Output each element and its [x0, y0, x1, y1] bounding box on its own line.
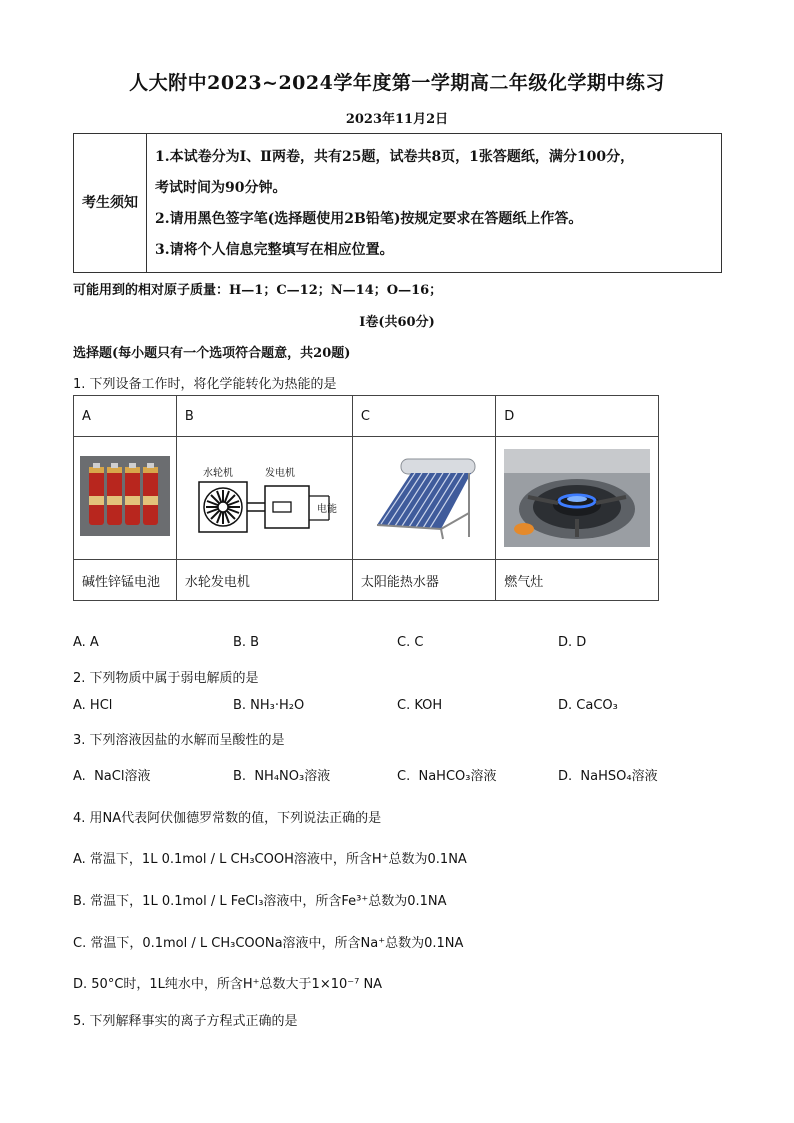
- option-header-d: D: [496, 396, 659, 437]
- q3-option-b[interactable]: [233, 765, 330, 784]
- notice-body: [147, 134, 722, 273]
- solar-heater-image: [352, 437, 495, 560]
- question-3-stem: 3. 下列溶液因盐的水解而呈酸性的是: [73, 733, 285, 748]
- q2-option-b[interactable]: B. NH₃·H₂O: [233, 698, 305, 713]
- q3-option-d[interactable]: [558, 765, 658, 784]
- notice-line: 3.请将个人信息完整填写在相应位置。: [155, 242, 394, 258]
- turbine-label: 水轮机: [203, 468, 234, 479]
- q3-option-c[interactable]: [397, 765, 497, 784]
- notice-line: 考试时间为90分钟。: [155, 180, 287, 196]
- option-name-a: 碱性锌锰电池: [74, 560, 177, 601]
- q1-option-c[interactable]: C. C: [397, 635, 424, 650]
- option-name-b: 水轮发电机: [176, 560, 352, 601]
- option-letter: C.: [397, 769, 411, 784]
- option-name-c: 太阳能热水器: [352, 560, 495, 601]
- formula: NaHCO₃: [418, 769, 471, 784]
- notice-line: 1.本试卷分为Ⅰ、Ⅱ两卷，共有25题，试卷共8页，1张答题纸，满分100分，: [155, 149, 635, 165]
- option-suffix: 溶液: [304, 769, 331, 784]
- exam-date: 2023年11月2日: [345, 112, 449, 127]
- question-1-table: [73, 395, 659, 601]
- generator-label: 发电机: [265, 468, 296, 479]
- q4-option-d[interactable]: D. 50°C时，1L纯水中，所含H⁺总数大于1×10⁻⁷ NA: [73, 977, 383, 992]
- option-header-c: C: [352, 396, 495, 437]
- question-2-stem: 2. 下列物质中属于弱电解质的是: [73, 671, 259, 686]
- section-description: 选择题(每小题只有一个选项符合题意，共20题): [73, 346, 351, 361]
- q2-option-a[interactable]: A. HCl: [73, 698, 113, 713]
- q4-option-c[interactable]: C. 常温下，0.1mol / L CH₃COONa溶液中，所含Na⁺总数为0.1NA: [73, 936, 464, 951]
- q4-option-b[interactable]: B. 常温下，1L 0.1mol / L FeCl₃溶液中，所含Fe³⁺总数为0.1NA: [73, 894, 447, 909]
- battery-image: [74, 437, 177, 560]
- q2-option-d[interactable]: D. CaCO₃: [558, 698, 618, 713]
- option-suffix: 溶液: [124, 769, 151, 784]
- notice-line: 2.请用黑色签字笔(选择题使用2B铅笔)按规定要求在答题纸上作答。: [155, 211, 583, 227]
- section-title: Ⅰ卷(共60分): [359, 315, 435, 330]
- question-1-stem: 1. 下列设备工作时，将化学能转化为热能的是: [73, 377, 337, 392]
- q1-option-d[interactable]: D. D: [558, 635, 587, 650]
- q4-option-a[interactable]: A. 常温下，1L 0.1mol / L CH₃COOH溶液中，所含H⁺总数为0.1NA: [73, 852, 467, 867]
- question-4-stem: 4. 用NA代表阿伏伽德罗常数的值，下列说法正确的是: [73, 811, 382, 826]
- option-letter: D.: [558, 769, 573, 784]
- q1-option-b[interactable]: B. B: [233, 635, 260, 650]
- exam-title: 人大附中2023~2024学年度第一学期高二年级化学期中练习: [129, 72, 665, 94]
- option-letter: A.: [73, 769, 86, 784]
- option-header-a: A: [74, 396, 177, 437]
- option-name-d: 燃气灶: [496, 560, 659, 601]
- q1-option-a[interactable]: A. A: [73, 635, 99, 650]
- turbine-generator-diagram: [176, 437, 352, 560]
- option-letter: B.: [233, 769, 247, 784]
- power-label: 电能: [317, 504, 338, 515]
- formula: NaHSO₄: [580, 769, 632, 784]
- option-suffix: 溶液: [470, 769, 497, 784]
- atomic-mass-note: 可能用到的相对原子质量：H—1；C—12；N—14；O—16；: [73, 283, 443, 298]
- notice-table: [73, 133, 722, 273]
- question-5-stem: 5. 下列解释事实的离子方程式正确的是: [73, 1014, 298, 1029]
- q3-option-a[interactable]: [73, 765, 150, 784]
- q2-option-c[interactable]: C. KOH: [397, 698, 443, 713]
- option-suffix: 溶液: [631, 769, 658, 784]
- notice-label: 考生须知: [74, 134, 147, 273]
- formula: NaCl: [94, 769, 125, 784]
- gas-stove-image: [496, 437, 659, 560]
- option-header-b: B: [176, 396, 352, 437]
- formula: NH₄NO₃: [254, 769, 305, 784]
